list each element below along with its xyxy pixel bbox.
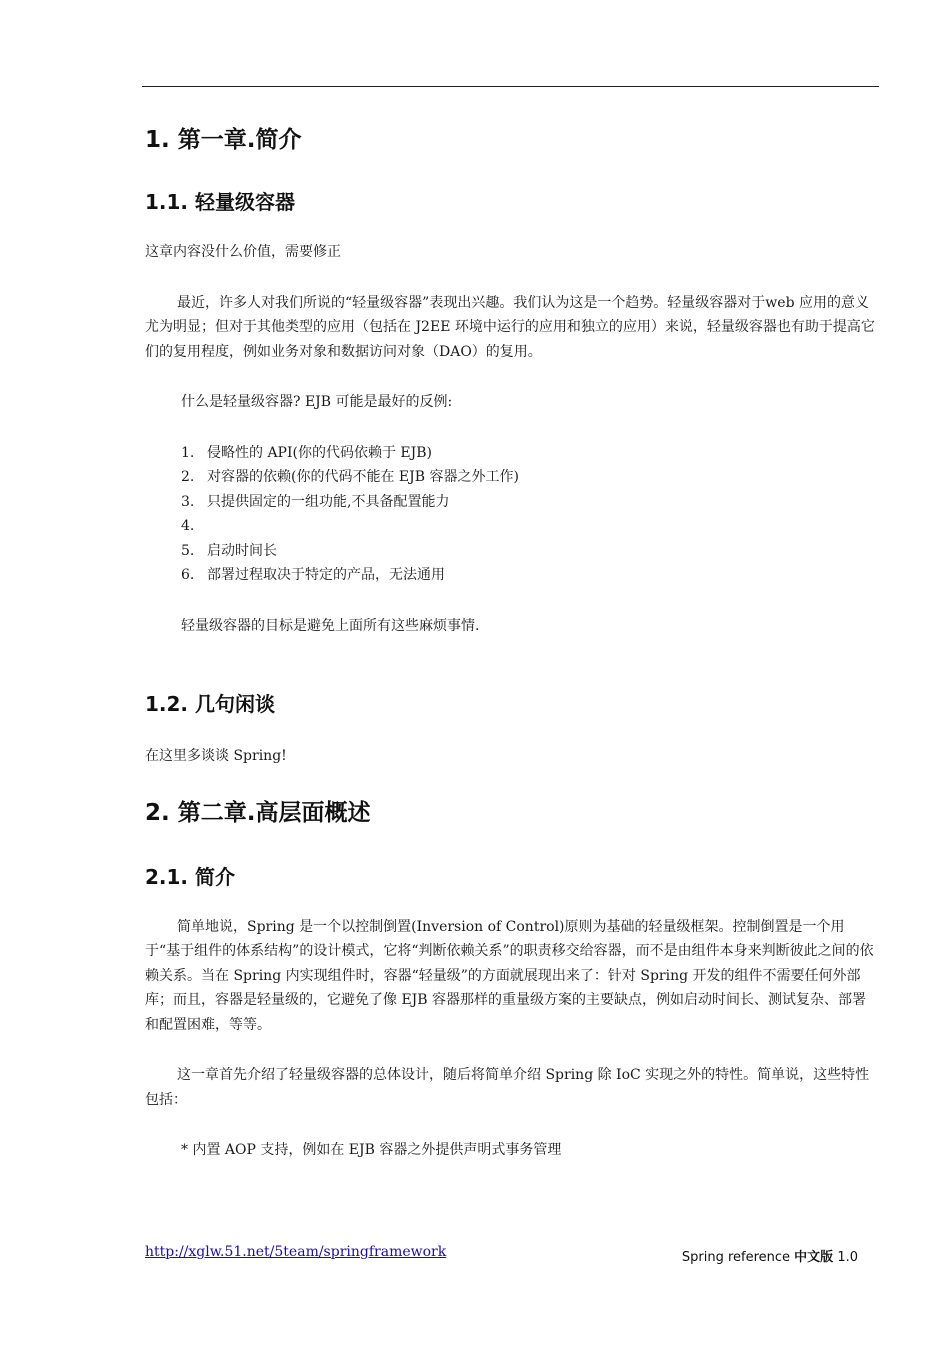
- list-item: [181, 563, 878, 588]
- overview-paragraph: 简单地说，Spring 是一个以控制倒置(Inversion of Control)原则为基础的轻量级框架。控制倒置是一个用于“基于组件的体系结构”的设计模式，它将“判断依赖关系”的职责移交给容器，而不是由组件本身来判断彼此之间的依赖关系。当在 Spring 内实现组件时，容器“轻量级”的方面就展现出来了：针对 Spring 开发的组件不需要任何外部库；而且，容器是轻量级的，它避免了像 EJB 容器那样的重量级方案的主要缺点，例如启动时间长、测试复杂、部署和配置困难，等等。: [145, 918, 874, 1033]
- section-1-2-title: 1.2. 几句闲谈: [145, 692, 275, 716]
- page-footer: [145, 1244, 858, 1268]
- document-body: [145, 118, 878, 1163]
- list-item-number: 6.: [181, 567, 195, 583]
- footer-ref-edition: 中文版: [794, 1250, 834, 1265]
- list-item-text: 侵略性的 API(你的代码依赖于 EJB): [207, 444, 433, 461]
- list-item-number: 3.: [181, 493, 195, 510]
- intro-paragraph: 最近，许多人对我们所说的“轻量级容器”表现出兴趣。我们认为这是一个趋势。轻量级容器对于web 应用的意义尤为明显；但对于其他类型的应用（包括在 J2EE 环境中运行的应用和独立的应用）来说，轻量级容器也有助于提高它们的复用程度，例如业务对象和数据访问对象（DAO）的复用。: [145, 294, 875, 360]
- list-item-number: 4.: [181, 518, 195, 534]
- list-item: [181, 441, 878, 466]
- list-item: [181, 490, 878, 515]
- list-item-text: 部署过程取决于特定的产品，无法通用: [207, 567, 445, 583]
- chapter-2-title: 2. 第二章.高层面概述: [145, 799, 371, 826]
- list-item: [181, 539, 878, 564]
- header-rule: [142, 86, 879, 87]
- question-paragraph: 什么是轻量级容器? EJB 可能是最好的反例:: [181, 394, 453, 410]
- list-item-number: 2.: [181, 469, 195, 485]
- small-talk-paragraph: 在这里多谈谈 Spring!: [145, 748, 287, 764]
- list-item-text: 只提供固定的一组功能,不具备配置能力: [207, 493, 450, 510]
- list-item: [181, 465, 878, 490]
- goal-paragraph: 轻量级容器的目标是避免上面所有这些麻烦事情.: [181, 617, 480, 634]
- section-1-1-title: 1.1. 轻量级容器: [145, 190, 295, 214]
- list-item-number: 1.: [181, 444, 195, 461]
- list-item-number: 5.: [181, 542, 195, 559]
- footer-url-link[interactable]: http://xglw.51.net/5team/springframework: [145, 1244, 447, 1260]
- features-intro-paragraph: 这一章首先介绍了轻量级容器的总体设计，随后将简单介绍 Spring 除 IoC 实现之外的特性。简单说，这些特性包括：: [145, 1067, 870, 1108]
- list-item-text: 对容器的依赖(你的代码不能在 EJB 容器之外工作): [207, 469, 519, 485]
- section-2-1-title: 2.1. 简介: [145, 864, 235, 889]
- ejb-drawbacks-list: [145, 441, 878, 588]
- chapter-1-title: 1. 第一章.简介: [145, 127, 302, 153]
- footer-ref-prefix: Spring reference: [681, 1250, 795, 1265]
- footer-ref-version: 1.0: [833, 1250, 858, 1265]
- footer-reference: [682, 1246, 858, 1265]
- list-item: [181, 514, 878, 539]
- list-item-text: 启动时间长: [207, 542, 277, 559]
- revision-note: 这章内容没什么价值，需要修正: [145, 244, 341, 260]
- feature-bullet: * 内置 AOP 支持，例如在 EJB 容器之外提供声明式事务管理: [181, 1142, 562, 1158]
